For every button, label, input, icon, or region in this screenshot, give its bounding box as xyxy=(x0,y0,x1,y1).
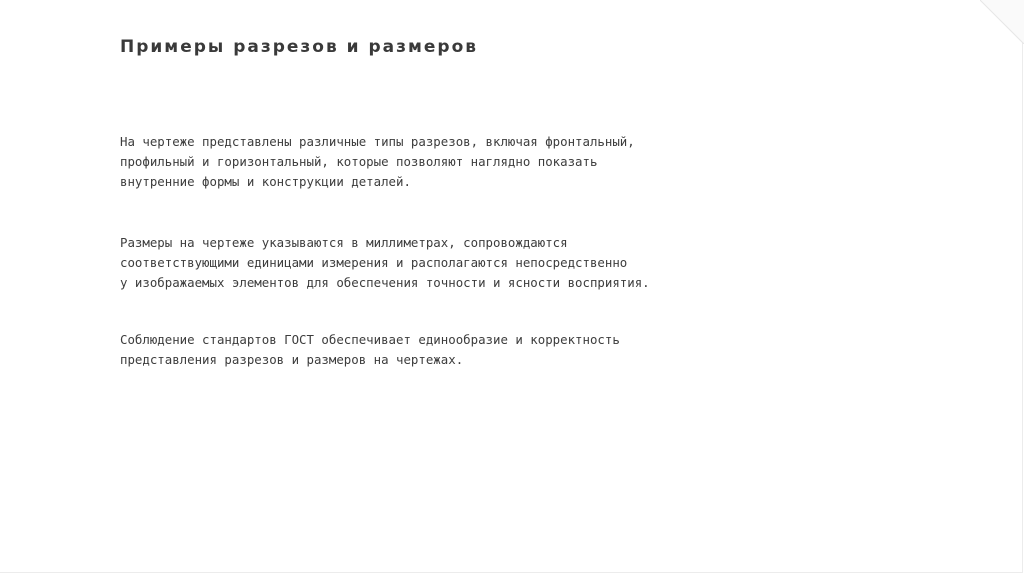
paragraph-line: Соблюдение стандартов ГОСТ обеспечивает единообразие и корректность xyxy=(120,332,620,347)
page-corner-fold-icon xyxy=(980,0,1024,44)
paragraph-sections xyxy=(120,132,635,192)
slide-title: Примеры разрезов и размеров xyxy=(120,37,479,57)
paragraph-line: внутренние формы и конструкции деталей. xyxy=(120,174,411,189)
paragraph-line: профильный и горизонтальный, которые позволяют наглядно показать xyxy=(120,154,598,169)
paragraph-standards xyxy=(120,330,620,370)
paragraph-line: у изображаемых элементов для обеспечения точности и ясности восприятия. xyxy=(120,275,650,290)
paragraph-line: Размеры на чертеже указываются в миллиметрах, сопровождаются xyxy=(120,235,568,250)
paragraph-line: На чертеже представлены различные типы разрезов, включая фронтальный, xyxy=(120,134,635,149)
paragraph-line: представления разрезов и размеров на чертежах. xyxy=(120,352,464,367)
paragraph-dimensions xyxy=(120,233,650,293)
paragraph-line: соответствующими единицами измерения и располагаются непосредственно xyxy=(120,255,628,270)
